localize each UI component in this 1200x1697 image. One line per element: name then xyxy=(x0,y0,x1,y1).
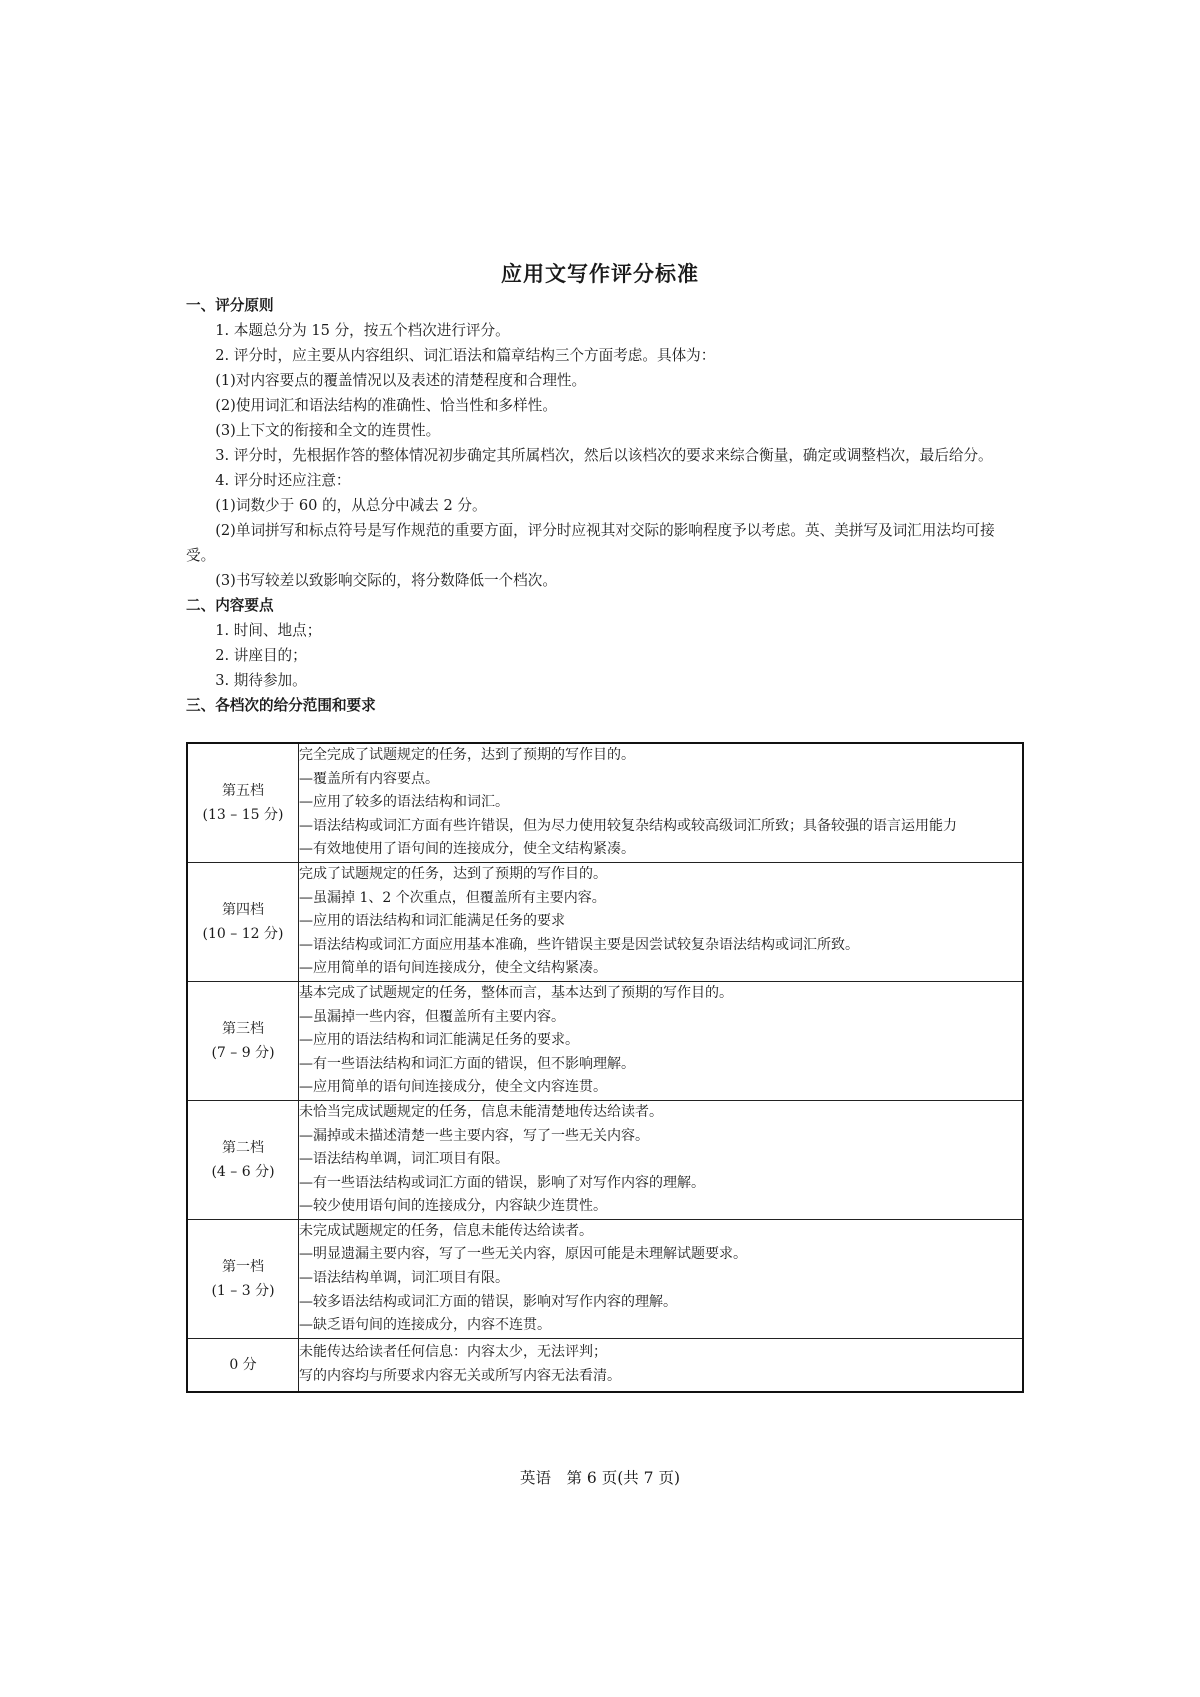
description-line: 完全完成了试题规定的任务，达到了预期的写作目的。 xyxy=(299,747,635,763)
principle-line: 3. 评分时，先根据作答的整体情况初步确定其所属档次，然后以该档次的要求来综合衡量，确定或调整档次，最后给分。 xyxy=(215,447,993,464)
principle-line: (2)单词拼写和标点符号是写作规范的重要方面，评分时应视其对交际的影响程度予以考虑。英、美拼写及词汇用法均可接受。 xyxy=(186,522,995,564)
description-line: —语法结构单调，词汇项目有限。 xyxy=(299,1151,509,1168)
table-row xyxy=(187,1219,1023,1338)
content-point: 3. 期待参加。 xyxy=(215,672,307,689)
principle-line: (3)书写较差以致影响交际的，将分数降低一个档次。 xyxy=(215,572,557,589)
description-line: —语法结构或词汇方面应用基本准确，些许错误主要是因尝试较复杂语法结构或词汇所致。 xyxy=(299,936,859,953)
level-name: 第一档 xyxy=(222,1258,264,1275)
page-footer: 英语 第 6 页(共 7 页) xyxy=(519,1469,681,1487)
description-line: 未能传达给读者任何信息：内容太少，无法评判； xyxy=(299,1344,607,1361)
description-line: —有效地使用了语句间的连接成分，使全文结构紧凑。 xyxy=(299,841,635,858)
description-line: —应用了较多的语法结构和词汇。 xyxy=(299,794,509,811)
level-range: (13 – 15 分) xyxy=(202,806,284,823)
description-line: —较少使用语句间的连接成分，内容缺少连贯性。 xyxy=(299,1198,607,1215)
level-name: 第二档 xyxy=(222,1139,264,1156)
principle-line: (1)对内容要点的覆盖情况以及表述的清楚程度和合理性。 xyxy=(215,372,587,389)
description-line: —覆盖所有内容要点。 xyxy=(299,770,439,787)
level-cell xyxy=(187,1338,299,1392)
section-heading-levels: 三、各档次的给分范围和要求 xyxy=(186,697,376,714)
content-point: 2. 讲座目的； xyxy=(215,647,307,664)
level-cell xyxy=(187,862,299,981)
level-cell xyxy=(187,1219,299,1338)
description-line: 写的内容均与所要求内容无关或所写内容无法看清。 xyxy=(299,1367,621,1384)
principle-line: (2)使用词汇和语法结构的准确性、恰当性和多样性。 xyxy=(215,397,557,414)
principle-line: (1)词数少于 60 的，从总分中减去 2 分。 xyxy=(215,497,487,514)
level-description xyxy=(299,1219,1024,1338)
section-heading-content-points: 二、内容要点 xyxy=(186,597,274,614)
content-point: 1. 时间、地点； xyxy=(215,622,322,639)
level-cell xyxy=(187,981,299,1100)
level-description xyxy=(299,981,1024,1100)
description-line: —应用的语法结构和词汇能满足任务的要求 xyxy=(299,913,565,930)
level-cell xyxy=(187,1100,299,1219)
principle-line: 4. 评分时还应注意： xyxy=(215,472,351,489)
section-heading-principles: 一、评分原则 xyxy=(186,297,274,314)
description-line: 基本完成了试题规定的任务，整体而言，基本达到了预期的写作目的。 xyxy=(299,984,733,1001)
description-line: —应用的语法结构和词汇能满足任务的要求。 xyxy=(299,1032,579,1049)
description-line: —语法结构单调，词汇项目有限。 xyxy=(299,1270,509,1287)
level-name: 第四档 xyxy=(222,901,264,918)
level-name: 0 分 xyxy=(229,1356,257,1373)
level-range: (1 – 3 分) xyxy=(211,1282,275,1299)
description-line: 完成了试题规定的任务，达到了预期的写作目的。 xyxy=(299,865,607,882)
description-line: —较多语法结构或词汇方面的错误，影响对写作内容的理解。 xyxy=(299,1293,677,1310)
page-title: 应用文写作评分标准 xyxy=(501,262,699,286)
principle-line: (3)上下文的衔接和全文的连贯性。 xyxy=(215,422,441,439)
description-line: —应用简单的语句间连接成分，使全文结构紧凑。 xyxy=(299,960,607,977)
scoring-levels-table xyxy=(186,742,1024,1393)
level-name: 第五档 xyxy=(222,782,264,799)
description-line: —有一些语法结构或词汇方面的错误，影响了对写作内容的理解。 xyxy=(299,1174,705,1191)
principle-line: 1. 本题总分为 15 分，按五个档次进行评分。 xyxy=(215,322,510,339)
description-line: 未完成试题规定的任务，信息未能传达给读者。 xyxy=(299,1222,593,1239)
level-description xyxy=(299,1100,1024,1219)
level-description xyxy=(299,862,1024,981)
level-cell xyxy=(187,743,299,862)
description-line: 未恰当完成试题规定的任务，信息未能清楚地传达给读者。 xyxy=(299,1103,663,1120)
table-row xyxy=(187,981,1023,1100)
level-range: (10 – 12 分) xyxy=(202,925,284,942)
scoring-principles-section xyxy=(186,293,1022,718)
level-range: (7 – 9 分) xyxy=(211,1044,275,1061)
table-row xyxy=(187,743,1023,862)
table-row xyxy=(187,1338,1023,1392)
description-line: —明显遗漏主要内容，写了一些无关内容，原因可能是未理解试题要求。 xyxy=(299,1246,747,1263)
description-line: —缺乏语句间的连接成分，内容不连贯。 xyxy=(299,1317,551,1334)
table-row xyxy=(187,862,1023,981)
description-line: —虽漏掉 1、2 个次重点，但覆盖所有主要内容。 xyxy=(299,889,606,906)
level-description xyxy=(299,743,1024,862)
level-name: 第三档 xyxy=(222,1020,264,1037)
level-range: (4 – 6 分) xyxy=(211,1163,275,1180)
description-line: —语法结构或词汇方面有些许错误，但为尽力使用较复杂结构或较高级词汇所致；具备较强的语言运用能力 xyxy=(299,817,957,834)
description-line: —有一些语法结构和词汇方面的错误，但不影响理解。 xyxy=(299,1055,635,1072)
level-description xyxy=(299,1338,1024,1392)
principle-line: 2. 评分时，应主要从内容组织、词汇语法和篇章结构三个方面考虑。具体为： xyxy=(215,347,716,364)
description-line: —应用简单的语句间连接成分，使全文内容连贯。 xyxy=(299,1079,607,1096)
description-line: —漏掉或未描述清楚一些主要内容，写了一些无关内容。 xyxy=(299,1127,649,1144)
table-row xyxy=(187,1100,1023,1219)
description-line: —虽漏掉一些内容，但覆盖所有主要内容。 xyxy=(299,1008,565,1025)
